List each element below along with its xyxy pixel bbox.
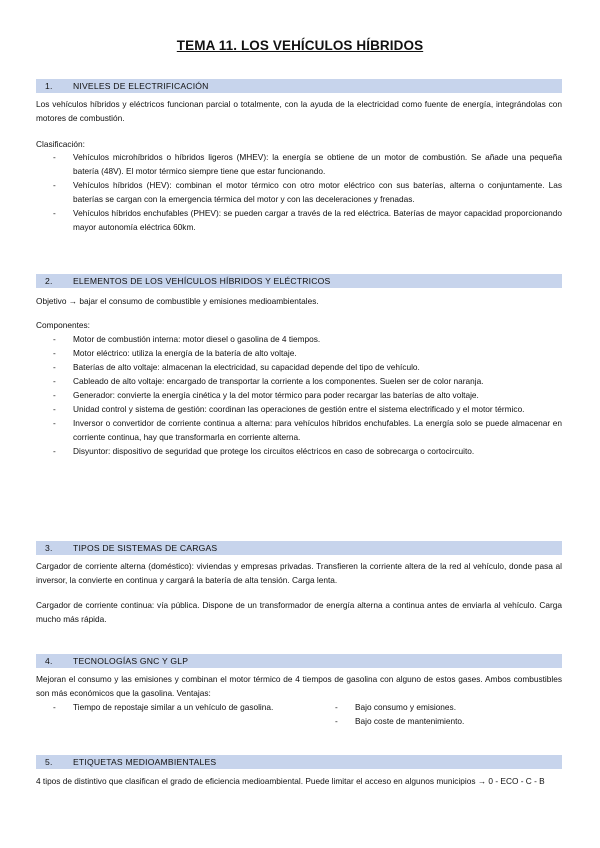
advantages-list-right <box>318 700 558 728</box>
section-number: 4. <box>45 656 53 666</box>
section-number: 2. <box>45 276 53 286</box>
list-item: - Unidad control y sistema de gestión: coordinan las operaciones de gestión entre el sistema electrificado y el motor térmico. <box>53 404 525 414</box>
section-title: TIPOS DE SISTEMAS DE CARGAS <box>73 543 218 553</box>
paragraph: 4 tipos de distintivo que clasifican el grado de eficiencia medioambiental. Puede limitar el acceso en algunos municipios → 0 - ECO - C - B <box>36 776 545 786</box>
list-item: - Vehículos híbridos (HEV): combinan el motor térmico con otro motor eléctrico con sus baterías, alterna o conjuntamente. Las baterías se cargan con la emergencia térmica del motor y con las deceleraciones y frenadas. <box>53 180 562 204</box>
section-heading-3 <box>36 541 562 555</box>
list-item: - Baterías de alto voltaje: almacenan la electricidad, su capacidad depende del tipo de vehículo. <box>53 362 420 372</box>
list-item: - Bajo consumo y emisiones. <box>335 702 456 712</box>
document-title: TEMA 11. LOS VEHÍCULOS HÍBRIDOS <box>176 38 424 53</box>
advantages-list-left <box>36 700 306 714</box>
section-heading-1 <box>36 79 562 93</box>
list-item: - Generador: convierte la energía cinética y la del motor térmico para poder recargar las baterías de alto voltaje. <box>53 390 479 400</box>
list-item: - Tiempo de repostaje similar a un vehículo de gasolina. <box>53 702 274 712</box>
list-item: - Motor de combustión interna: motor diesel o gasolina de 4 tiempos. <box>53 334 321 344</box>
section-number: 1. <box>45 81 53 91</box>
list-title: Clasificación: <box>36 139 85 149</box>
list-item: - Motor eléctrico: utiliza la energía de la batería de alto voltaje. <box>53 348 297 358</box>
list-item: - Disyuntor: dispositivo de seguridad que protege los circuitos eléctricos en caso de sobrecarga o cortocircuito. <box>53 446 475 456</box>
list-item: - Inversor o convertidor de corriente continua a alterna: para vehículos híbridos enchufables. La energía solo se puede almacenar en corriente continua, hay que transformarla en corriente alterna. <box>53 418 562 442</box>
section-title: ELEMENTOS DE LOS VEHÍCULOS HÍBRIDOS Y ELÉCTRICOS <box>73 276 331 286</box>
objective-text: Objetivo → bajar el consumo de combustible y emisiones medioambientales. <box>36 296 319 306</box>
list-item: - Bajo coste de mantenimiento. <box>335 716 465 726</box>
section-title: NIVELES DE ELECTRIFICACIÓN <box>73 81 209 91</box>
section-heading-5 <box>36 755 562 769</box>
section-heading-4 <box>36 654 562 668</box>
section-title: ETIQUETAS MEDIOAMBIENTALES <box>73 757 217 767</box>
paragraph: Cargador de corriente continua: vía pública. Dispone de un transformador de energía alterna a continua antes de enviarla al vehículo. Carga mucho más rápida. <box>36 600 562 624</box>
list-title: Componentes: <box>36 320 90 330</box>
section-title: TECNOLOGÍAS GNC Y GLP <box>73 656 189 666</box>
section-heading-2 <box>36 274 562 288</box>
list-item: - Vehículos microhíbridos o híbridos ligeros (MHEV): la energía se obtiene de un motor de combustión. Se añade una pequeña batería (48V). El motor térmico siempre tiene que estar funcionando. <box>53 152 562 176</box>
paragraph: Los vehículos híbridos y eléctricos funcionan parcial o totalmente, con la ayuda de la electricidad como fuente de energía, integrándolas con motores de combustión. <box>36 99 562 123</box>
section-number: 3. <box>45 543 53 553</box>
section-number: 5. <box>45 757 53 767</box>
components-list <box>36 332 562 458</box>
list-item: - Cableado de alto voltaje: encargado de transportar la corriente a los componentes. Suelen ser de color naranja. <box>53 376 484 386</box>
list-item: - Vehículos híbridos enchufables (PHEV): se pueden cargar a través de la red eléctrica. Baterías de mayor capacidad proporcionando mayor autonomía eléctrica 60km. <box>53 208 562 232</box>
paragraph: Mejoran el consumo y las emisiones y combinan el motor térmico de 4 tiempos de gasolina con alguno de estos gases. Ambos combustibles son más económicos que la gasolina. Ventajas: <box>36 674 562 698</box>
classification-list <box>36 150 562 234</box>
paragraph: Cargador de corriente alterna (doméstico): viviendas y empresas privadas. Transfieren la corriente altera de la red al vehículo, donde pasa al inversor, la convierte en continua y cargará la batería de alta tensión. Carga lenta. <box>36 561 562 585</box>
